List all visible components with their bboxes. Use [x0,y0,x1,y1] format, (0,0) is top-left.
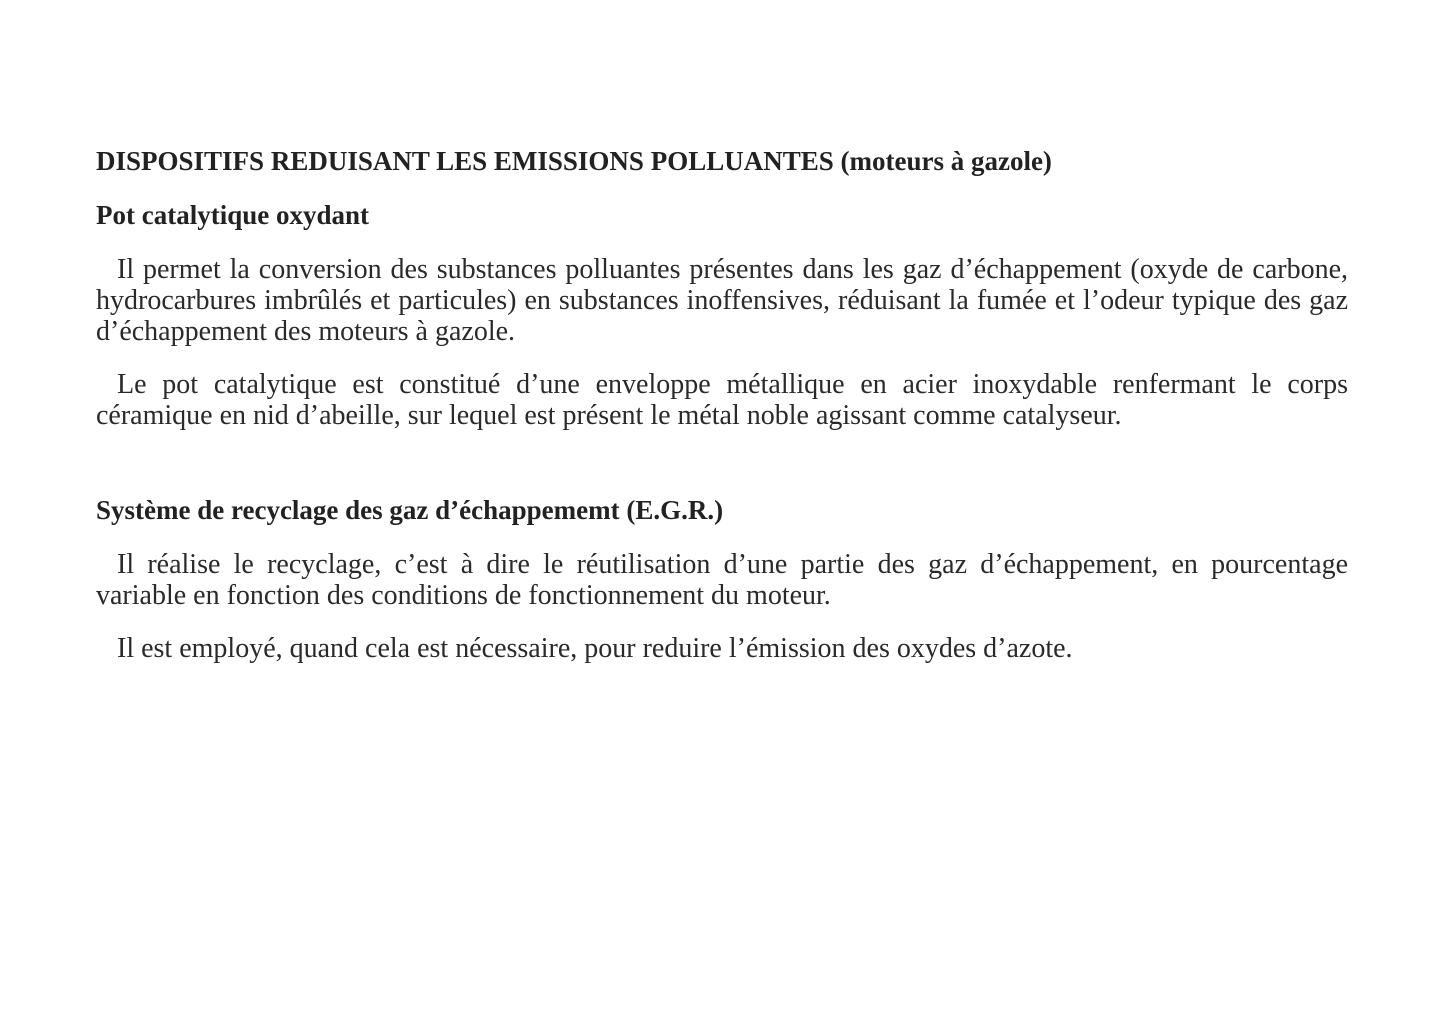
document-page [96,146,1348,664]
paragraph-pot-catalytique-2: Le pot catalytique est constitué d’une enveloppe métallique en acier inoxydable renfermant le corps céramique en nid d’abeille, sur lequel est présent le métal noble agissant comme catalyseur. [96,369,1348,432]
section-heading-pot-catalytique: Pot catalytique oxydant [96,200,369,231]
page-title [96,146,1348,177]
paragraph-egr-2: Il est employé, quand cela est nécessaire, pour reduire l’émission des oxydes d’azote. [117,633,1073,665]
page-title-qualifier: (moteurs à gazole) [840,146,1052,176]
section-heading-egr: Système de recyclage des gaz d’échappememt (E.G.R.) [96,495,724,526]
paragraph-pot-catalytique-1: Il permet la conversion des substances polluantes présentes dans les gaz d’échappement (oxyde de carbone, hydrocarbures imbrûlés et particules) en substances inoffensives, réduisant la fumée et l’odeur typique des gaz d’échappement des moteurs à gazole. [96,254,1348,348]
paragraph-egr-1: Il réalise le recyclage, c’est à dire le réutilisation d’une partie des gaz d’échappement, en pourcentage variable en fonction des conditions de fonctionnement du moteur. [96,549,1348,612]
page-title-main: DISPOSITIFS REDUISANT LES EMISSIONS POLLUANTES [96,146,834,176]
